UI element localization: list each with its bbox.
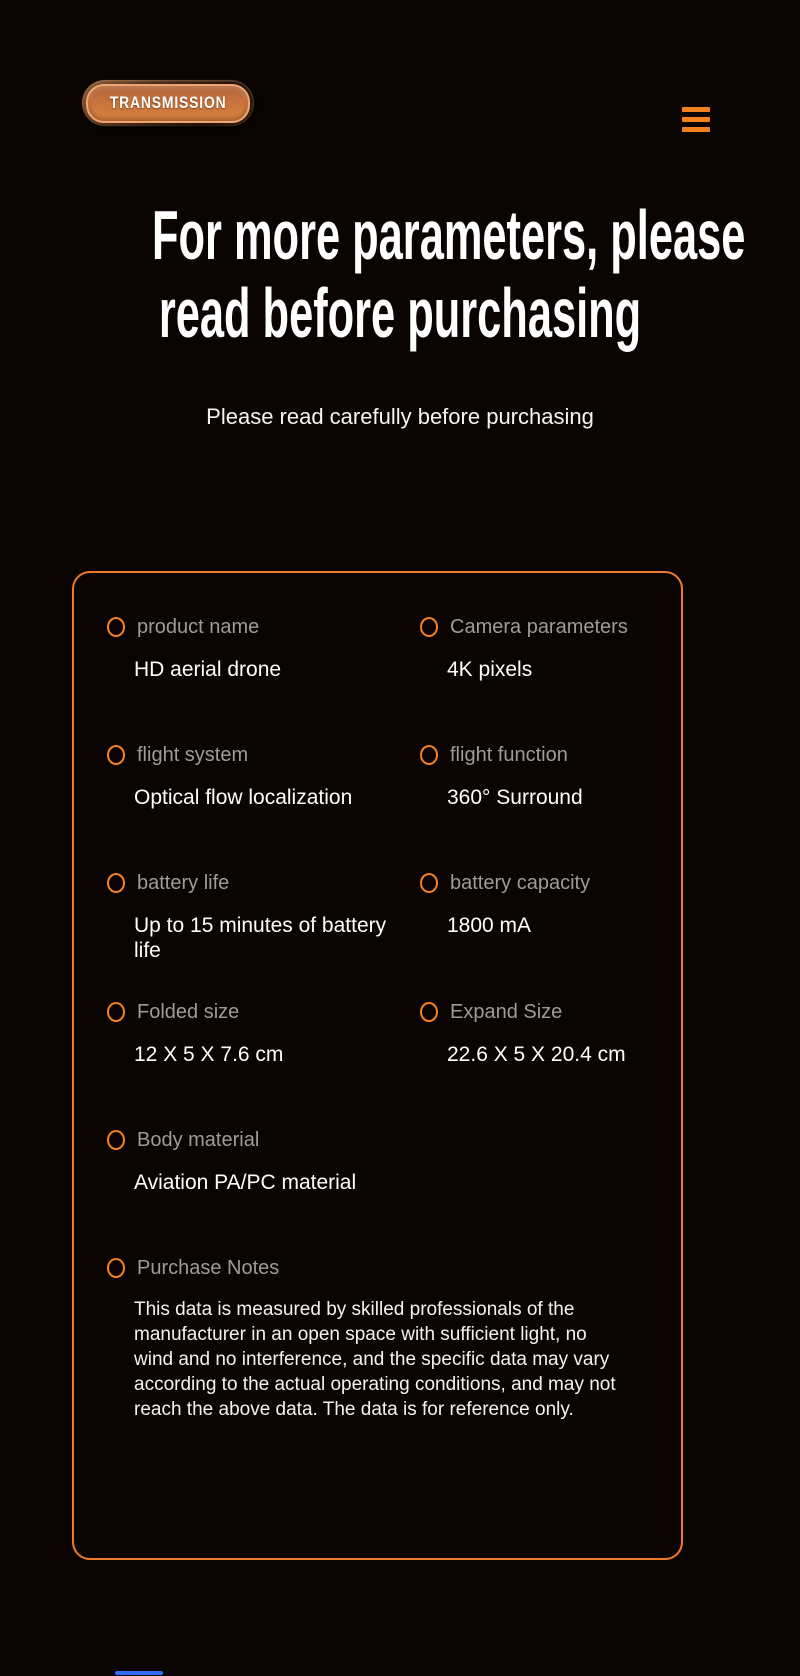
- spec-item-empty: [420, 1127, 655, 1195]
- spec-item-camera-parameters: [420, 614, 655, 682]
- spec-row-1: [107, 614, 655, 682]
- purchase-notes-text: This data is measured by skilled professionals of the manufacturer in an open space with sufficient light, no wind and no interference, and the specific data may vary according to the actual operating conditions, and may not reach the above data. The data is for reference only.: [134, 1299, 616, 1420]
- page-title-line2: read before purchasing: [158, 274, 642, 352]
- page-title: [0, 196, 800, 352]
- hamburger-menu-icon[interactable]: [682, 107, 710, 132]
- spec-box: [72, 571, 683, 1560]
- spec-value: 22.6 X 5 X 20.4 cm: [447, 1043, 626, 1066]
- transmission-badge[interactable]: [82, 80, 254, 126]
- page-subtitle: Please read carefully before purchasing: [206, 404, 594, 429]
- spec-item-battery-capacity: [420, 870, 655, 963]
- spec-item-battery-life: [107, 870, 420, 963]
- spec-value: 1800 mA: [447, 914, 532, 937]
- spec-label: battery life: [137, 872, 230, 894]
- bottom-blue-dash: [115, 1671, 163, 1675]
- spec-label: Purchase Notes: [137, 1257, 280, 1279]
- bullet-circle-icon: [107, 1002, 125, 1022]
- spec-item-expand-size: [420, 999, 655, 1067]
- spec-label: battery capacity: [450, 872, 591, 894]
- bullet-circle-icon: [420, 745, 438, 765]
- spec-item-product-name: [107, 614, 420, 682]
- hamburger-bar: [682, 117, 710, 122]
- spec-row-4: [107, 999, 655, 1067]
- spec-item-flight-function: [420, 742, 655, 810]
- spec-value: HD aerial drone: [134, 658, 282, 681]
- spec-item-purchase-notes: [107, 1255, 655, 1422]
- spec-row-3: [107, 870, 655, 963]
- hamburger-bar: [682, 127, 710, 132]
- transmission-badge-label: TRANSMISSION: [109, 93, 227, 112]
- spec-label: flight system: [137, 744, 249, 766]
- spec-value: 12 X 5 X 7.6 cm: [134, 1043, 284, 1066]
- hamburger-bar: [682, 107, 710, 112]
- bullet-circle-icon: [107, 1130, 125, 1150]
- spec-value: 4K pixels: [447, 658, 533, 681]
- spec-label: product name: [137, 616, 260, 638]
- spec-label: Camera parameters: [450, 616, 628, 638]
- spec-item-flight-system: [107, 742, 420, 810]
- bullet-circle-icon: [107, 873, 125, 893]
- spec-value: 360° Surround: [447, 786, 583, 809]
- transmission-badge-face: [86, 84, 250, 123]
- spec-item-body-material: [107, 1127, 420, 1195]
- spec-label: Body material: [137, 1129, 260, 1151]
- bullet-circle-icon: [107, 1258, 125, 1278]
- spec-label: Folded size: [137, 1001, 240, 1023]
- bullet-circle-icon: [107, 745, 125, 765]
- bullet-circle-icon: [420, 617, 438, 637]
- spec-value: Up to 15 minutes of battery life: [134, 914, 387, 962]
- page-title-line1: For more parameters, please: [152, 196, 746, 274]
- spec-row-2: [107, 742, 655, 810]
- spec-label: Expand Size: [450, 1001, 563, 1023]
- bullet-circle-icon: [420, 873, 438, 893]
- spec-item-folded-size: [107, 999, 420, 1067]
- spec-row-5: [107, 1127, 655, 1195]
- spec-value: Aviation PA/PC material: [134, 1171, 357, 1194]
- bullet-circle-icon: [420, 1002, 438, 1022]
- bullet-circle-icon: [107, 617, 125, 637]
- spec-value: Optical flow localization: [134, 786, 353, 809]
- spec-label: flight function: [450, 744, 568, 766]
